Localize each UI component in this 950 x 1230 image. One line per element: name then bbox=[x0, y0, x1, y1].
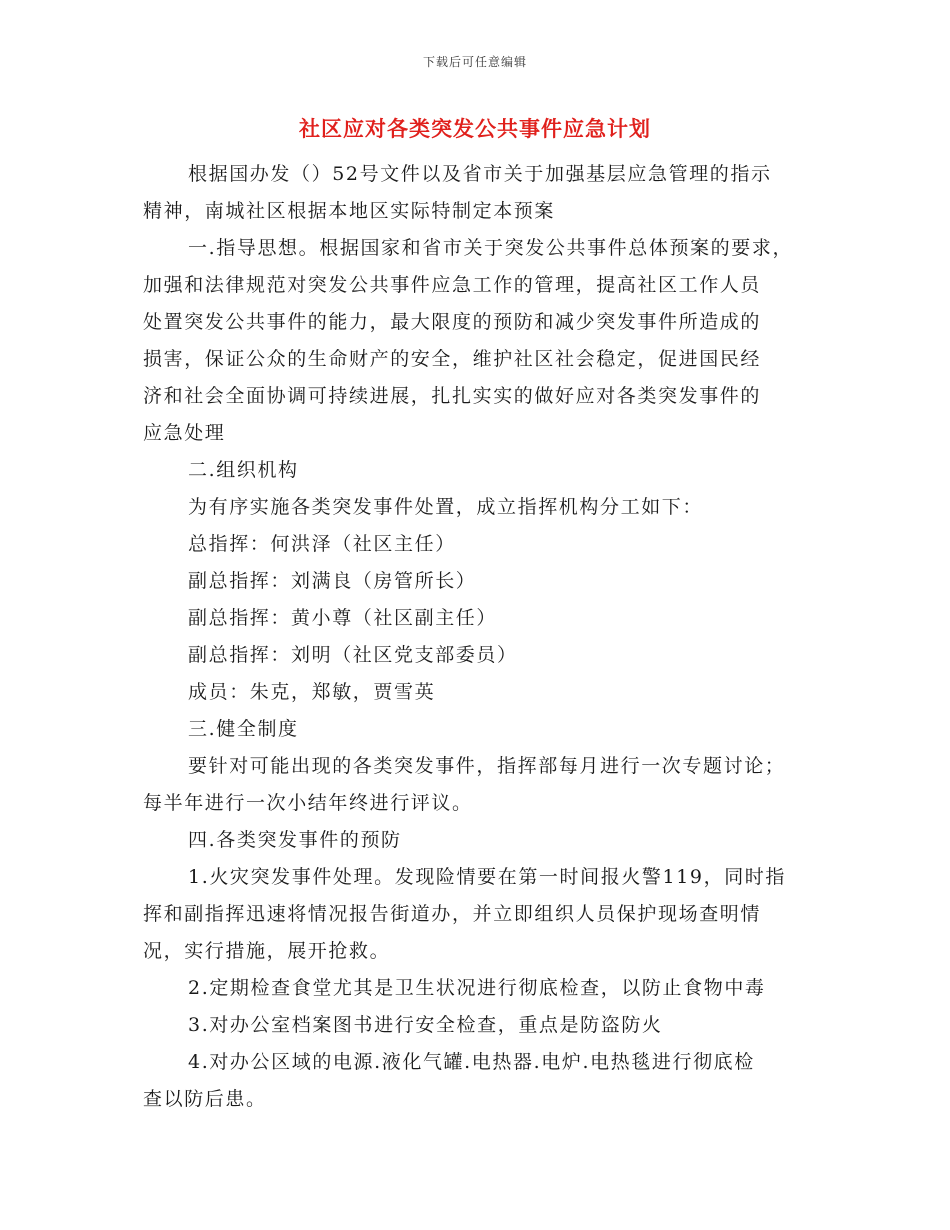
text-line: 一.指导思想。根据国家和省市关于突发公共事件总体预案的要求， bbox=[188, 237, 794, 259]
text-line: 查以防后患。 bbox=[143, 1088, 267, 1110]
header-note: 下载后可任意编辑 bbox=[422, 55, 527, 69]
text-line: 况，实行措施，展开抢救。 bbox=[143, 940, 391, 962]
text-line: 加强和法律规范对突发公共事件应急工作的管理，提高社区工作人员 bbox=[143, 274, 762, 296]
text-line: 损害，保证公众的生命财产的安全，维护社区社会稳定，促进国民经 bbox=[143, 348, 762, 370]
text-line: 处置突发公共事件的能力，最大限度的预防和减少突发事件所造成的 bbox=[143, 311, 762, 333]
text-line: 为有序实施各类突发事件处置，成立指挥机构分工如下： bbox=[188, 496, 704, 518]
text-line: 挥和副指挥迅速将情况报告街道办，并立即组织人员保护现场查明情 bbox=[143, 903, 762, 925]
text-line: 副总指挥：黄小尊（社区副主任） bbox=[188, 607, 498, 629]
document-body bbox=[143, 156, 819, 1118]
text-line: 副总指挥：刘明（社区党支部委员） bbox=[188, 644, 518, 666]
text-line: 3.对办公室档案图书进行安全检查，重点是防盗防火 bbox=[188, 1014, 663, 1036]
text-line: 总指挥：何洪泽（社区主任） bbox=[188, 533, 456, 555]
text-line: 三.健全制度 bbox=[188, 718, 299, 740]
text-line: 成员：朱克，郑敏，贾雪英 bbox=[188, 681, 436, 703]
text-line: 济和社会全面协调可持续进展，扎扎实实的做好应对各类突发事件的 bbox=[143, 385, 762, 407]
text-line: 1.火灾突发事件处理。发现险情要在第一时间报火警119，同时指 bbox=[188, 866, 786, 888]
text-line: 要针对可能出现的各类突发事件，指挥部每月进行一次专题讨论； bbox=[188, 755, 786, 777]
document-title: 社区应对各类突发公共事件应急计划 bbox=[299, 116, 651, 141]
text-line: 副总指挥：刘满良（房管所长） bbox=[188, 570, 477, 592]
text-line: 根据国办发（）52号文件以及省市关于加强基层应急管理的指示 bbox=[188, 163, 772, 185]
text-line: 四.各类突发事件的预防 bbox=[188, 829, 402, 851]
text-line: 2.定期检查食堂尤其是卫生状况进行彻底检查，以防止食物中毒 bbox=[188, 977, 766, 999]
text-line: 每半年进行一次小结年终进行评议。 bbox=[143, 792, 473, 814]
text-line: 4.对办公区域的电源.液化气罐.电热器.电炉.电热毯进行彻底检 bbox=[188, 1051, 755, 1073]
text-line: 二.组织机构 bbox=[188, 459, 299, 481]
text-line: 精神，南城社区根据本地区实际特制定本预案 bbox=[143, 200, 556, 222]
text-line: 应急处理 bbox=[143, 422, 226, 444]
